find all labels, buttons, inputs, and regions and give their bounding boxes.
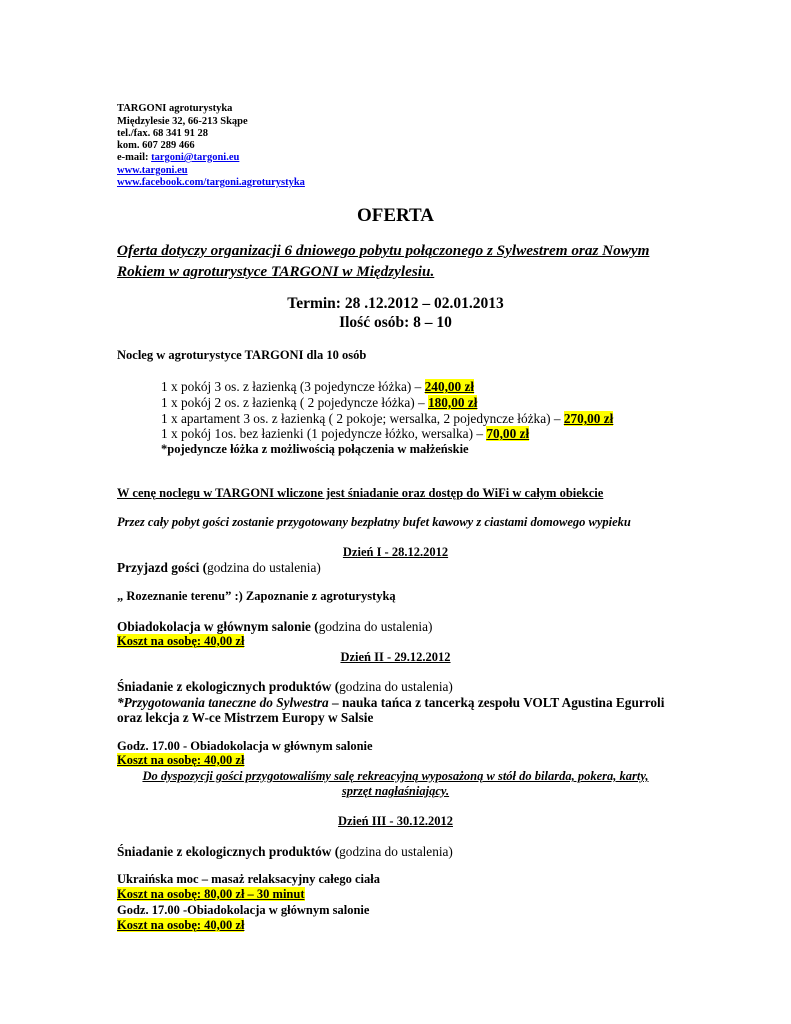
website-link[interactable]: www.targoni.eu — [117, 165, 188, 176]
day1-recon: „ Rozeznanie terenu” :) Zapoznanie z agroturystyką — [117, 589, 396, 603]
day2-heading: Dzień II - 29.12.2012 — [340, 650, 451, 664]
day3-breakfast: Śniadanie z ekologicznych produktów (godzina do ustalenia) — [117, 844, 453, 859]
room-price: 180,00 zł — [427, 395, 478, 410]
facebook-link[interactable]: www.facebook.com/targoni.agroturystyka — [117, 177, 305, 188]
company-name: TARGONI agroturystyka — [117, 103, 233, 114]
email-link[interactable]: targoni@targoni.eu — [151, 152, 240, 163]
day3-dinner: Godz. 17.00 -Obiadokolacja w głównym salonie — [117, 903, 370, 917]
day3-massage-cost: Koszt na osobę: 80,00 zł – 30 minut — [117, 887, 305, 901]
day2-dance-line2: oraz lekcja z W-ce Mistrzem Europy w Salsie — [117, 710, 374, 725]
day2-breakfast: Śniadanie z ekologicznych produktów (godzina do ustalenia) — [117, 679, 453, 694]
email-label: e-mail: — [117, 152, 152, 163]
mobile: kom. 607 289 466 — [117, 140, 195, 151]
day1-dinner: Obiadokolacja w głównym salonie (godzina do ustalenia) — [117, 619, 433, 634]
buffet-note: Przez cały pobyt gości zostanie przygotowany bezpłatny bufet kawowy z ciastami domowego wypieku — [117, 515, 631, 529]
bed-note: *pojedyncze łóżka z możliwością połączenia w małżeńskie — [161, 442, 469, 456]
subtitle-line-2: Rokiem w agroturystyce TARGONI w Międzylesiu. — [117, 263, 435, 280]
address: Międzylesie 32, 66-213 Skąpe — [117, 116, 248, 127]
phone: tel./fax. 68 341 91 28 — [117, 128, 208, 139]
day2-cost: Koszt na osobę: 40,00 zł — [117, 753, 245, 767]
email-line — [117, 152, 239, 164]
day3-cost: Koszt na osobę: 40,00 zł — [117, 918, 245, 932]
page-title: OFERTA — [356, 205, 435, 226]
lodging-heading: Nocleg w agroturystyce TARGONI dla 10 osób — [117, 348, 367, 362]
term: Termin: 28 .12.2012 – 02.01.2013 — [287, 295, 504, 312]
room-price: 240,00 zł — [424, 379, 475, 394]
day2-recreation-line1: Do dyspozycji gości przygotowaliśmy salę rekreacyjną wyposażoną w stół do bilarda, pokera, karty, — [142, 769, 649, 783]
included-services: W cenę noclegu w TARGONI wliczone jest śniadanie oraz dostęp do WiFi w całym obiekcie — [117, 486, 604, 500]
day2-dinner: Godz. 17.00 - Obiadokolacja w głównym salonie — [117, 739, 373, 753]
subtitle-line-1: Oferta dotyczy organizacji 6 dniowego pobytu połączonego z Sylwestrem oraz Nowym — [117, 242, 650, 259]
day3-massage: Ukraińska moc – masaż relaksacyjny całego ciała — [117, 872, 380, 886]
room-line: 1 x pokój 1os. bez łazienki (1 pojedyncze łóżko, wersalka) – 70,00 zł — [161, 426, 530, 441]
day2-recreation-line2: sprzęt nagłaśniający. — [341, 784, 450, 798]
day1-arrival: Przyjazd gości (godzina do ustalenia) — [117, 560, 321, 575]
day3-heading: Dzień III - 30.12.2012 — [338, 814, 453, 828]
room-line: 1 x apartament 3 os. z łazienką ( 2 pokoje; wersalka, 2 pojedyncze łóżka) – 270,00 zł — [161, 411, 614, 426]
day2-dance: *Przygotowania taneczne do Sylwestra – nauka tańca z tancerką zespołu VOLT Agustina Egurroli — [117, 695, 665, 710]
room-line: 1 x pokój 2 os. z łazienką ( 2 pojedyncze łóżka) – 180,00 zł — [161, 395, 478, 410]
room-price: 70,00 zł — [486, 426, 530, 441]
people-count: Ilość osób: 8 – 10 — [339, 314, 452, 331]
room-price: 270,00 zł — [563, 411, 614, 426]
day1-heading: Dzień I - 28.12.2012 — [342, 545, 449, 559]
room-line: 1 x pokój 3 os. z łazienką (3 pojedyncze łóżka) – 240,00 zł — [161, 379, 475, 394]
day1-cost: Koszt na osobę: 40,00 zł — [117, 634, 245, 648]
